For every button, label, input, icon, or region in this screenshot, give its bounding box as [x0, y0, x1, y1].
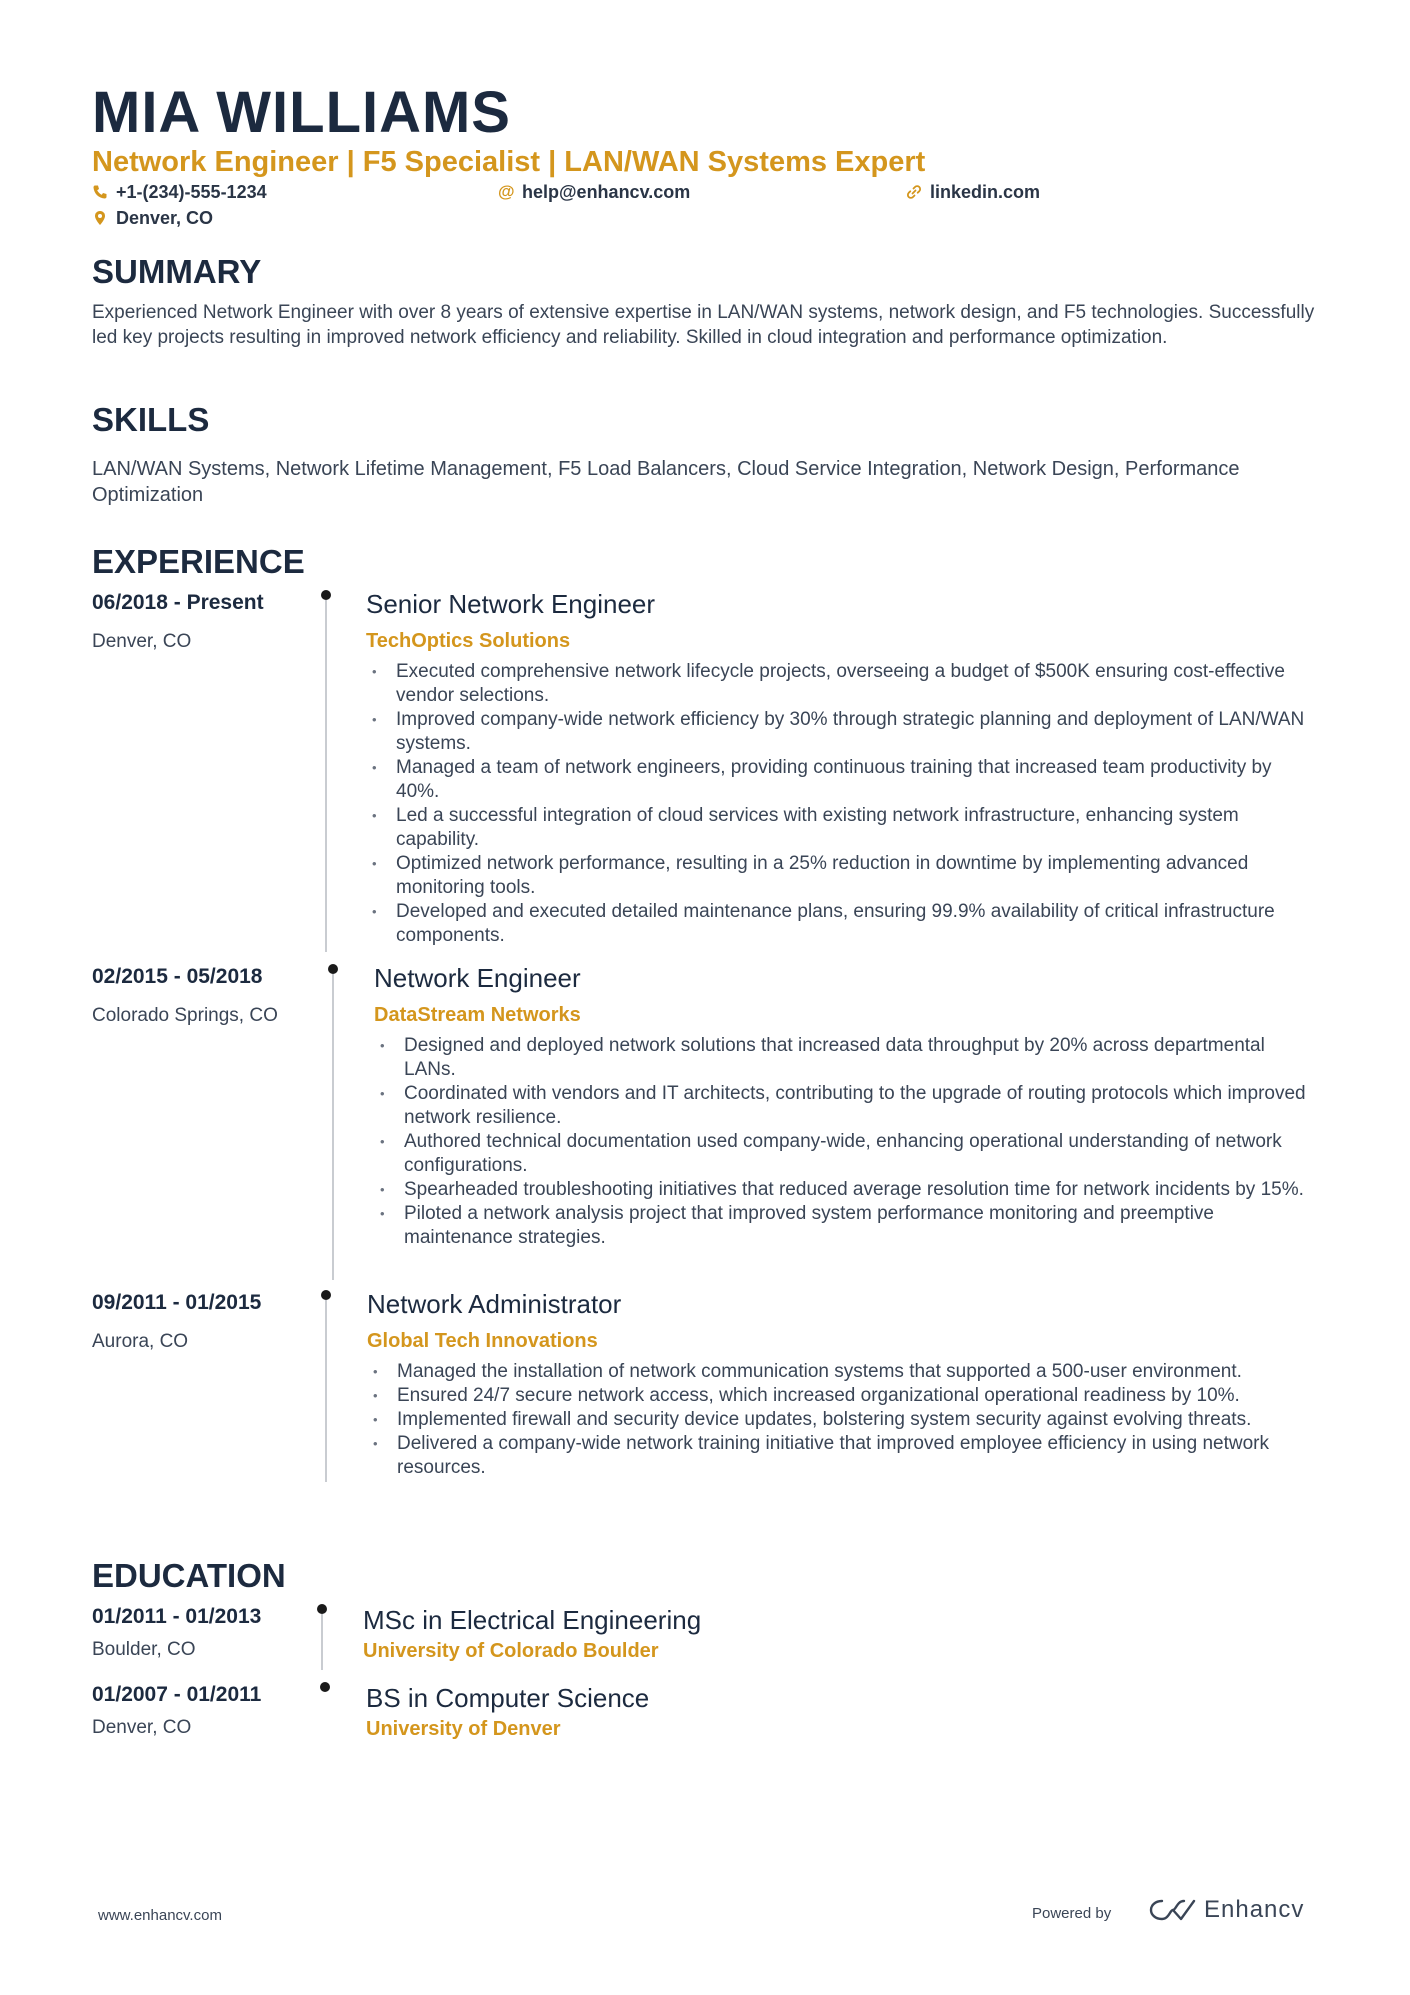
skills-text: LAN/WAN Systems, Network Lifetime Management, F5 Load Balancers, Cloud Service Integration, Network Design, Performance Optimization [92, 458, 1240, 506]
timeline-dot [320, 1682, 330, 1692]
skills-heading: SKILLS [92, 401, 210, 438]
edu-location: Boulder, CO [92, 1639, 196, 1660]
enhancv-logo-icon [1148, 1897, 1198, 1923]
job-bullets [376, 1034, 1321, 1250]
list-item: • Coordinated with vendors and IT architects, contributing to the upgrade of routing protocols which improved network resilience. [376, 1082, 1321, 1130]
link-icon [906, 184, 922, 200]
edu-school: University of Denver [366, 1718, 561, 1740]
job-location: Colorado Springs, CO [92, 1005, 278, 1026]
edu-degree: MSc in Electrical Engineering [363, 1605, 702, 1635]
job-dates: 02/2015 - 05/2018 [92, 965, 263, 988]
list-item: • Authored technical documentation used company-wide, enhancing operational understanding of network configurations. [376, 1130, 1321, 1178]
list-item: • Managed the installation of network communication systems that supported a 500-user environment. [369, 1360, 1314, 1384]
list-item: • Managed a team of network engineers, providing continuous training that increased team productivity by 40%. [368, 756, 1313, 804]
job-dates: 06/2018 - Present [92, 591, 264, 614]
footer-url[interactable]: www.enhancv.com [98, 1907, 222, 1924]
list-item: • Delivered a company-wide network training initiative that improved employee efficiency in using network resources. [369, 1432, 1314, 1480]
location-pin-icon [92, 210, 108, 226]
phone-text: +1-(234)-555-1234 [116, 182, 267, 202]
list-item: • Led a successful integration of cloud services with existing network infrastructure, enhancing system capability. [368, 804, 1313, 852]
job-role: Senior Network Engineer [366, 589, 656, 619]
list-item: • Optimized network performance, resulting in a 25% reduction in downtime by implementing advanced monitoring tools. [368, 852, 1313, 900]
list-item: • Designed and deployed network solutions that increased data throughput by 20% across departmental LANs. [376, 1034, 1321, 1082]
contact-email[interactable] [498, 180, 690, 204]
job-location: Aurora, CO [92, 1331, 189, 1352]
contact-phone [92, 180, 267, 204]
phone-icon [92, 184, 108, 200]
location-text: Denver, CO [116, 208, 214, 228]
brand-name: Enhancv [1204, 1896, 1305, 1923]
timeline-line [325, 1300, 327, 1482]
timeline-dot [328, 964, 338, 974]
list-item: • Spearheaded troubleshooting initiatives that reduced average resolution time for network incidents by 15%. [376, 1178, 1321, 1202]
job-role: Network Engineer [374, 963, 581, 993]
job-company: Global Tech Innovations [367, 1330, 598, 1352]
edu-location: Denver, CO [92, 1717, 192, 1738]
list-item: • Ensured 24/7 secure network access, which increased organizational operational readiness by 10%. [369, 1384, 1314, 1408]
list-item: • Implemented firewall and security device updates, bolstering system security against evolving threats. [369, 1408, 1314, 1432]
linkedin-text[interactable]: linkedin.com [930, 182, 1041, 202]
candidate-name: MIA WILLIAMS [92, 80, 511, 145]
at-icon: @ [498, 182, 515, 201]
timeline-dot [317, 1604, 327, 1614]
edu-dates: 01/2011 - 01/2013 [92, 1605, 262, 1628]
job-role: Network Administrator [367, 1289, 622, 1319]
timeline-line [321, 1614, 323, 1670]
timeline-line [325, 600, 327, 952]
candidate-title: Network Engineer | F5 Specialist | LAN/WAN Systems Expert [92, 146, 926, 178]
timeline-dot [321, 590, 331, 600]
job-location: Denver, CO [92, 631, 192, 652]
timeline-line [332, 974, 334, 1280]
list-item: • Improved company-wide network efficiency by 30% through strategic planning and deployment of LAN/WAN systems. [368, 708, 1313, 756]
edu-degree: BS in Computer Science [366, 1683, 650, 1713]
edu-school: University of Colorado Boulder [363, 1640, 659, 1662]
contact-location [92, 206, 213, 230]
job-bullets [369, 1360, 1314, 1480]
enhancv-brand[interactable] [1148, 1896, 1304, 1924]
job-dates: 09/2011 - 01/2015 [92, 1291, 262, 1314]
email-text[interactable]: help@enhancv.com [522, 182, 691, 202]
edu-dates: 01/2007 - 01/2011 [92, 1683, 262, 1706]
contact-linkedin[interactable] [906, 180, 1040, 204]
education-heading: EDUCATION [92, 1557, 286, 1594]
powered-by-label: Powered by [1032, 1905, 1112, 1922]
timeline-dot [321, 1290, 331, 1300]
experience-heading: EXPERIENCE [92, 543, 305, 580]
job-bullets [368, 660, 1313, 948]
job-company: DataStream Networks [374, 1004, 581, 1026]
list-item: • Executed comprehensive network lifecycle projects, overseeing a budget of $500K ensuring cost-effective vendor selections. [368, 660, 1313, 708]
list-item: • Developed and executed detailed maintenance plans, ensuring 99.9% availability of critical infrastructure components. [368, 900, 1313, 948]
job-company: TechOptics Solutions [366, 630, 571, 652]
summary-text: Experienced Network Engineer with over 8 years of extensive expertise in LAN/WAN systems, network design, and F5 technologies. Successfully led key projects resulting in improved network efficiency and reliability. Skilled in cloud integration and performance optimization. [92, 302, 1315, 348]
summary-heading: SUMMARY [92, 253, 262, 290]
list-item: • Piloted a network analysis project that improved system performance monitoring and preemptive maintenance strategies. [376, 1202, 1321, 1250]
